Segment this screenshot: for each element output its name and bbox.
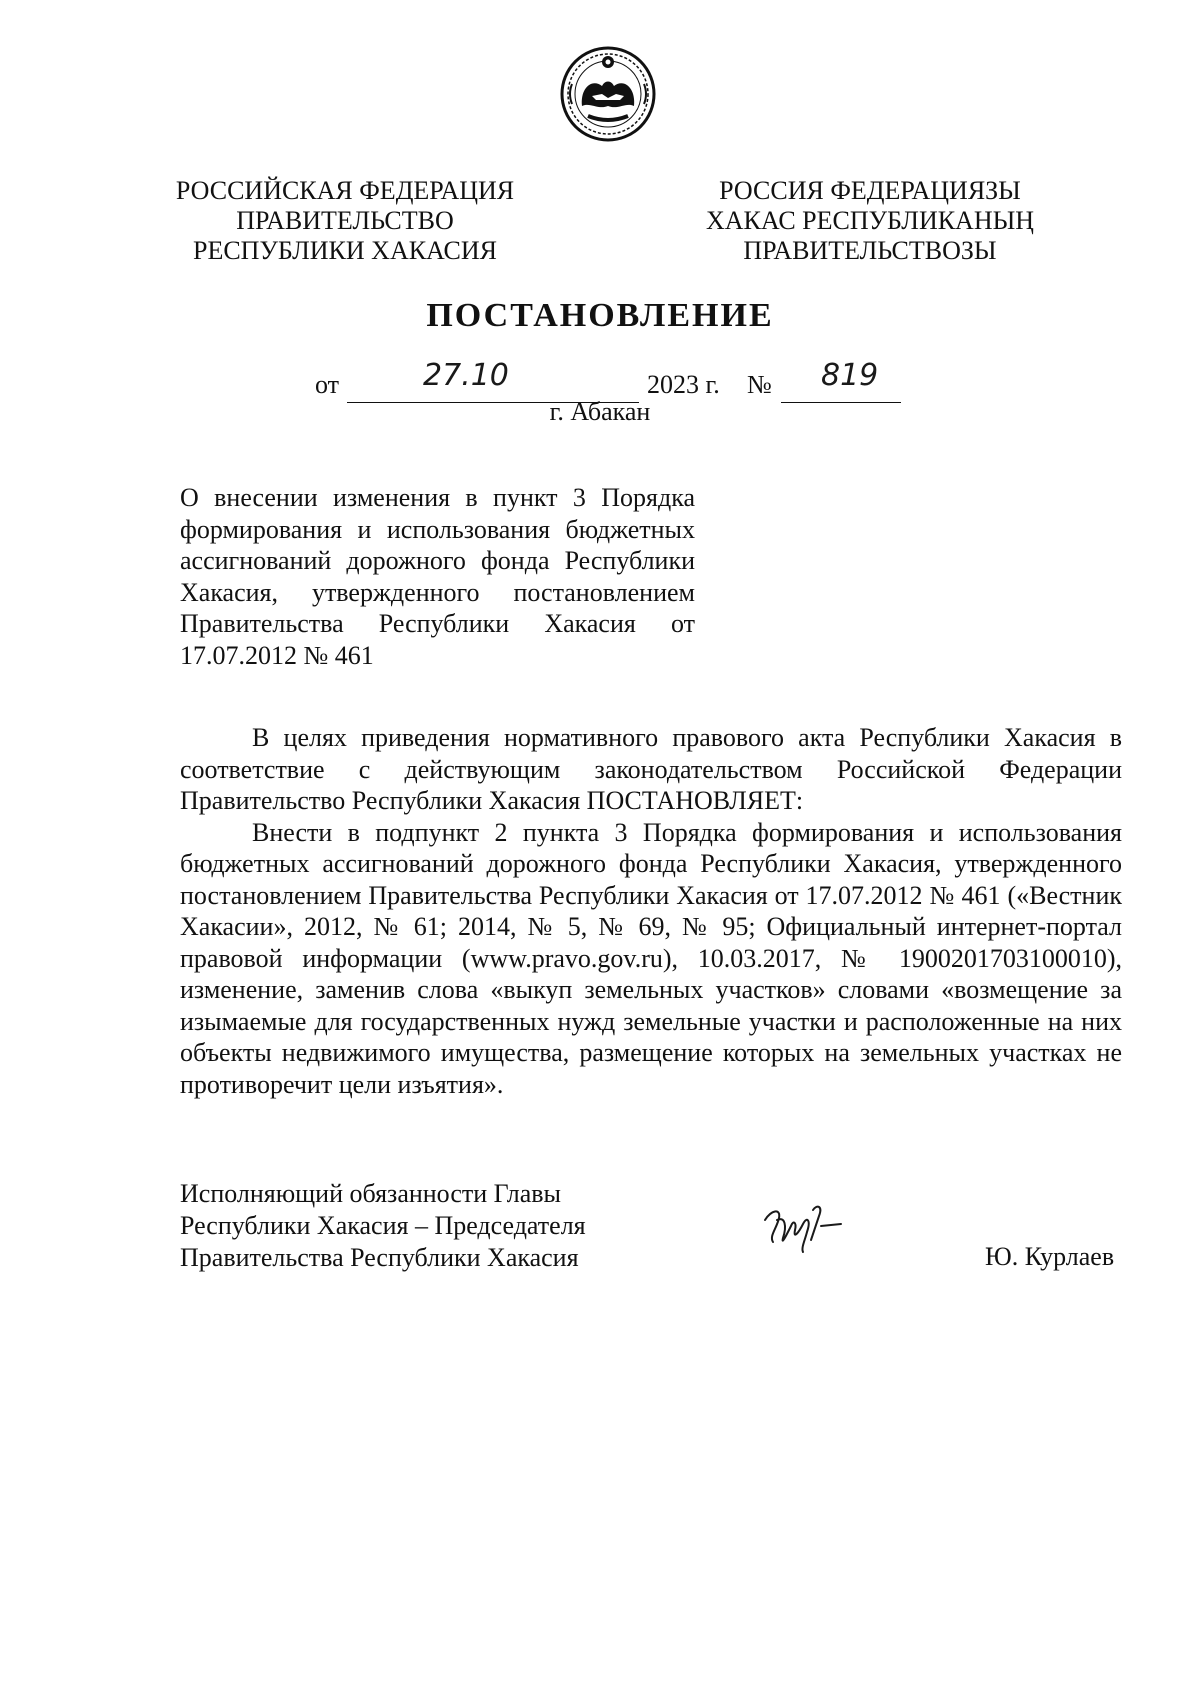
signatory-line-1: Исполняющий обязанности Главы <box>180 1179 561 1208</box>
document-title: ПОСТАНОВЛЕНИЕ <box>426 297 774 334</box>
header-left-line-3: РЕСПУБЛИКИ ХАКАСИЯ <box>192 236 497 265</box>
header-right-line-2: ХАКАС РЕСПУБЛИКАНЫҢ <box>705 206 1035 235</box>
body-paragraph-2: Внести в подпункт 2 пункта 3 Порядка формирования и использования бюджетных ассигнований дорожного фонда Республики Хакасия, утвержденного постановлением Правительства Республики Хакасия от 17.07.2012 № 461 («Вестник Хакасии», 2012, № 61; 2014, № 5, № 69, № 95; Официальный интернет-портал правовой информации (www.pravo.gov.ru), 10.03.2017, № 1900201703100010), изменение, заменив слова «выкуп земельных участков» словами «возмещение за изымаемые для государственных нужд земельные участки и расположенные на них объекты недвижимого имущества, размещение которых на земельных участках не противоречит цели изъятия». <box>180 817 1122 1099</box>
signatory-line-3: Правительства Республики Хакасия <box>180 1243 579 1272</box>
header-right <box>690 176 1050 266</box>
handwritten-number: 819 <box>821 358 879 393</box>
header-left-line-1: РОССИЙСКАЯ ФЕДЕРАЦИЯ <box>175 176 515 205</box>
from-label: от <box>315 370 340 399</box>
handwritten-signature <box>757 1190 857 1260</box>
number-label: № <box>747 370 772 399</box>
year-label: 2023 г. <box>647 370 720 399</box>
signatory-line-2: Республики Хакасия – Председателя <box>180 1211 586 1240</box>
document-body <box>180 722 1122 1100</box>
city-label: г. Абакан <box>549 397 651 426</box>
signatory-title <box>180 1178 586 1274</box>
handwritten-date: 27.10 <box>423 358 509 393</box>
header-right-line-1: РОССИЯ ФЕДЕРАЦИЯЗЫ <box>719 176 1021 205</box>
header-left <box>165 176 525 266</box>
header-left-line-2: ПРАВИТЕЛЬСТВО <box>236 206 454 235</box>
signatory-name: Ю. Курлаев <box>985 1242 1115 1271</box>
coat-of-arms-icon <box>558 44 658 144</box>
document-subject: О внесении изменения в пункт 3 Порядка формирования и использования бюджетных ассигнований дорожного фонда Республики Хакасия, утвержденного постановлением Правительства Республики Хакасия от 17.07.2012 № 461 <box>180 483 695 670</box>
date-number-line <box>315 358 915 402</box>
body-paragraph-1: В целях приведения нормативного правового акта Республики Хакасия в соответствие с действующим законодательством Российской Федерации Правительство Республики Хакасия ПОСТАНОВЛЯЕТ: <box>180 723 1122 815</box>
header-right-line-3: ПРАВИТЕЛЬСТВОЗЫ <box>743 236 997 265</box>
